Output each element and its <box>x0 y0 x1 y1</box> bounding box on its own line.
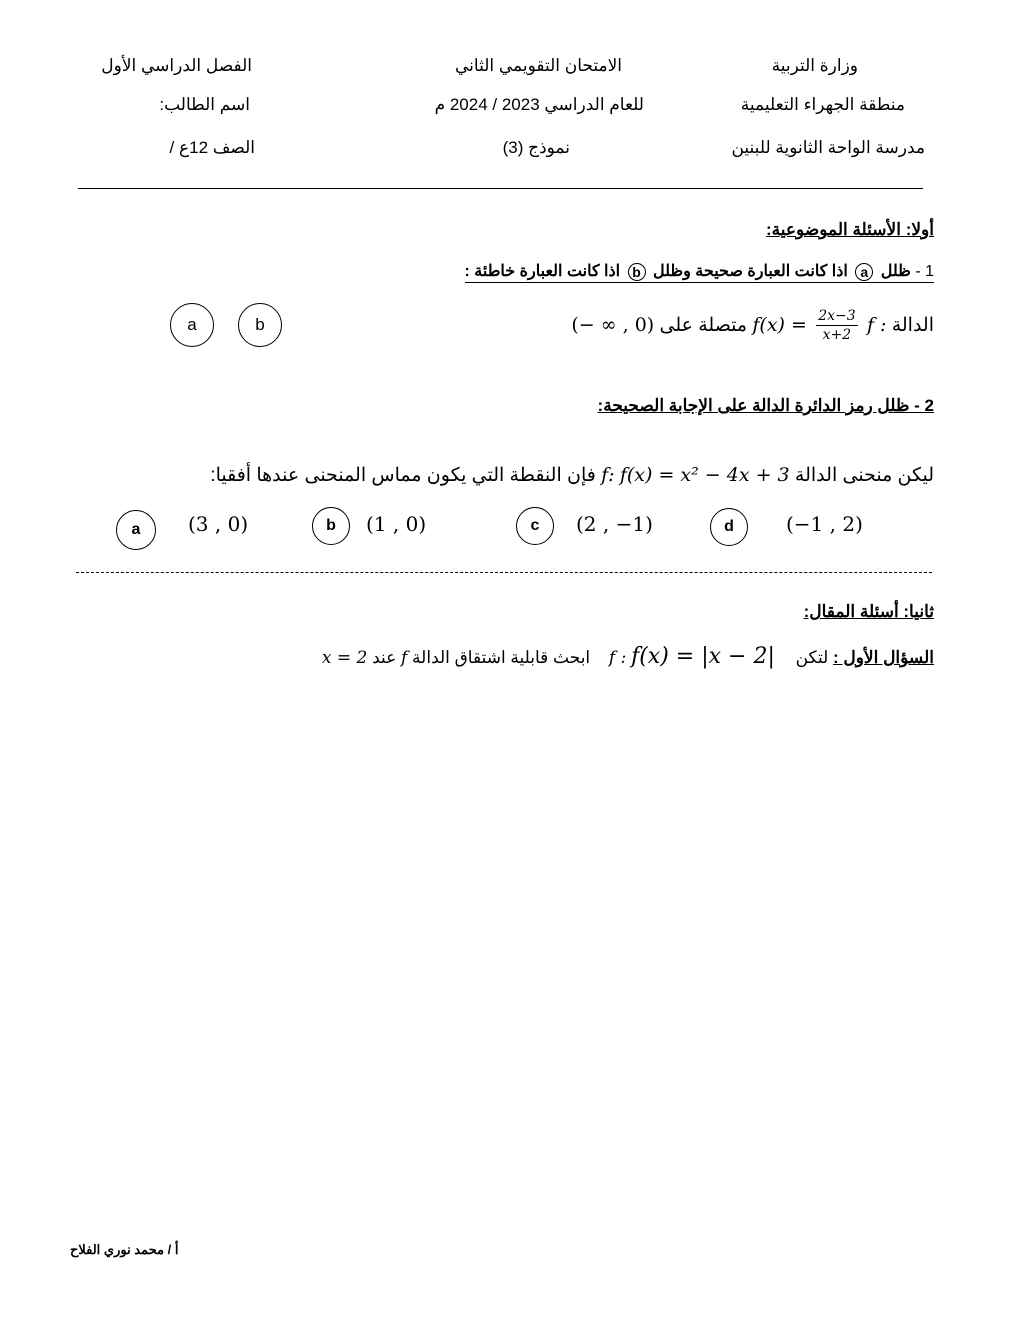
header-student-name: اسم الطالب: <box>159 95 250 114</box>
q2-question: فإن النقطة التي يكون مماس المنحنى عندها أفقيا: <box>210 465 596 486</box>
q1-continuity-text: متصلة على <box>659 315 748 336</box>
essay-q1-text: ابحث قابلية اشتقاق الدالة <box>412 648 591 667</box>
section2-title: ثانيا: أسئلة المقال: <box>803 602 934 621</box>
q1-option-a[interactable]: a <box>170 303 214 347</box>
q2-option-c-value: (2 , −1) <box>576 512 653 536</box>
essay-q1-point: x = 2 <box>321 648 368 668</box>
header-exam-title: الامتحان التقويمي الثاني <box>455 56 622 75</box>
header-class: الصف 12ع / <box>169 138 255 157</box>
header-academic-year: للعام الدراسي 2023 / 2024 م <box>434 95 644 114</box>
q2-formula: f(x) = x² − 4x + 3 <box>619 464 790 486</box>
q1-true-text: اذا كانت العبارة صحيحة وظلل <box>652 263 848 280</box>
essay-q1-lead: لتكن <box>795 648 829 667</box>
header-school: مدرسة الواحة الثانوية للبنين <box>731 138 925 157</box>
header-region: منطقة الجهراء التعليمية <box>740 95 905 114</box>
essay-q1-f2: f <box>401 648 408 668</box>
q1-number: 1 - <box>915 263 934 280</box>
q2-option-b-circle[interactable]: b <box>312 507 350 545</box>
q1-option-b[interactable]: b <box>238 303 282 347</box>
q1-function <box>752 302 861 349</box>
q1-denominator: x+2 <box>822 327 852 344</box>
q1-false-text: اذا كانت العبارة خاطئة : <box>464 263 621 280</box>
essay-q1-at: عند <box>372 648 397 667</box>
q1-circle-a-inline: a <box>855 263 873 281</box>
q2-option-b-value: (1 , 0) <box>366 512 427 536</box>
q1-instruction <box>465 261 934 283</box>
section1-title: أولا: الأسئلة الموضوعية: <box>765 220 934 239</box>
q2-option-a-value: (3 , 0) <box>188 512 249 536</box>
q2-lead: ليكن منحنى الدالة <box>794 465 934 486</box>
header-model-number: نموذج (3) <box>502 138 570 157</box>
q2-f-label: f: <box>601 464 615 486</box>
q1-interval: (− ∞ , 0) <box>571 314 655 336</box>
q1-statement <box>571 302 934 349</box>
q2-option-a-circle[interactable]: a <box>116 510 156 550</box>
q1-circle-b-inline: b <box>628 263 646 281</box>
q1-fx: f(x) = <box>752 314 807 336</box>
essay-q1-label: السؤال الأول : <box>832 648 934 667</box>
essay-q1-formula: f(x) = |x − 2| <box>631 644 775 669</box>
q1-statement-word: الدالة <box>891 315 934 336</box>
q1-numerator: 2x−3 <box>816 309 857 327</box>
essay-q1 <box>322 644 934 669</box>
q2-option-d-value: (−1 , 2) <box>786 512 863 536</box>
q1-fraction <box>816 309 857 343</box>
footer-author: أ / محمد نوري الفلاح <box>70 1242 179 1257</box>
header-ministry: وزارة التربية <box>771 56 858 75</box>
q2-title: 2 - ظلل رمز الدائرة الدالة على الإجابة الصحيحة: <box>597 396 934 415</box>
essay-q1-f: f : <box>608 648 627 668</box>
q1-f-label: f : <box>866 314 887 336</box>
header-separator <box>78 188 923 189</box>
q1-shade-word: ظلل <box>880 263 911 280</box>
q2-statement <box>210 464 934 487</box>
q2-option-d-circle[interactable]: d <box>710 508 748 546</box>
header-semester: الفصل الدراسي الأول <box>101 56 252 75</box>
q2-option-c-circle[interactable]: c <box>516 507 554 545</box>
section-separator <box>76 572 932 573</box>
